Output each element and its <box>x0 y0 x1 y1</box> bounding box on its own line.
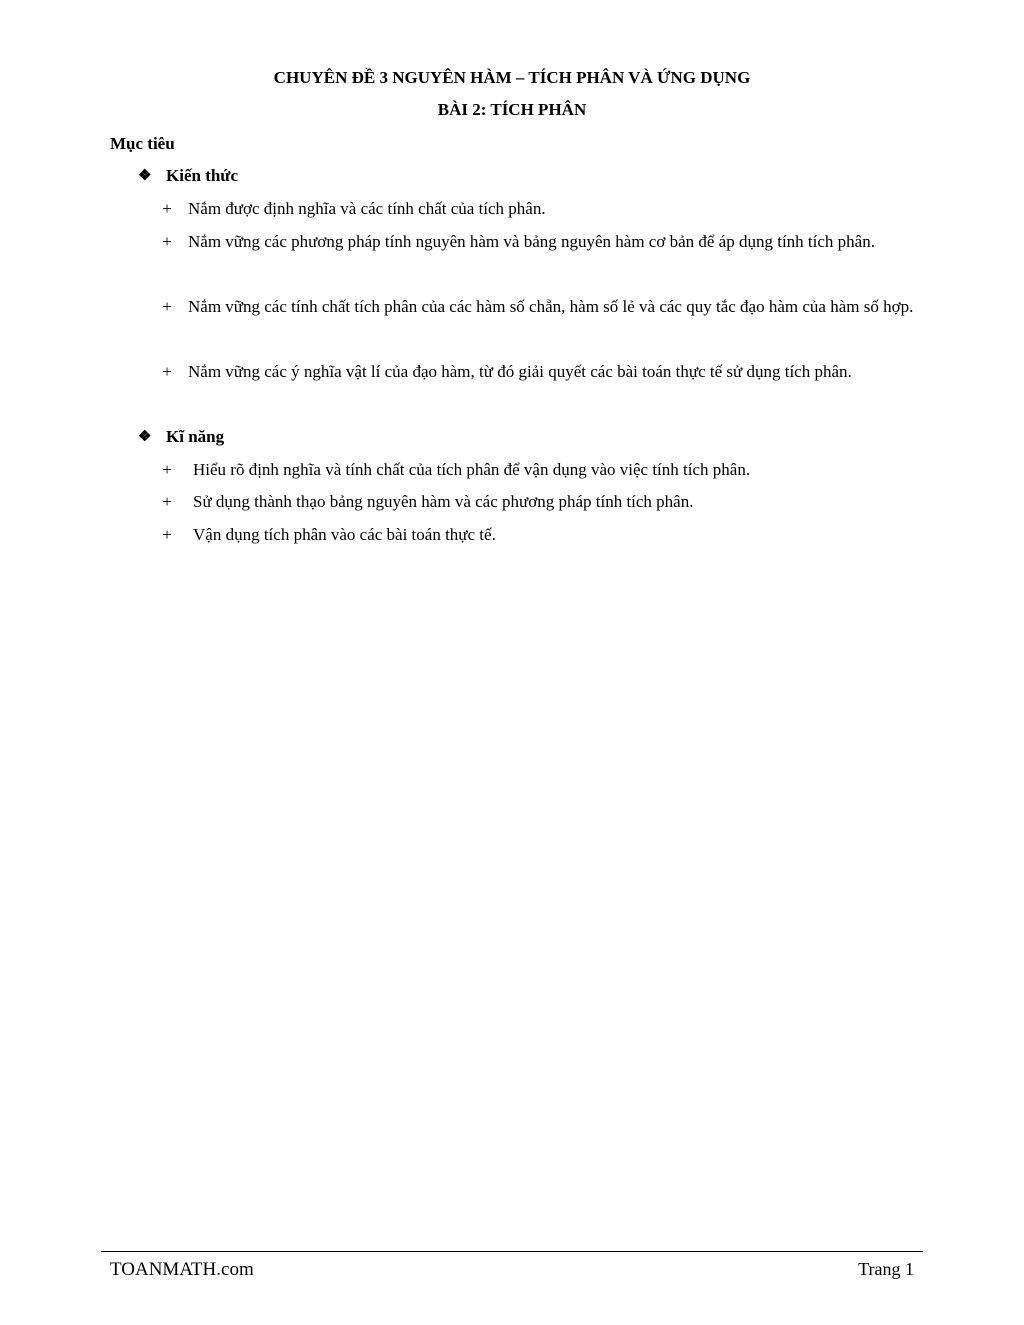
footer-divider <box>101 1251 923 1252</box>
plus-marker-icon: + <box>162 199 172 218</box>
plus-marker-icon: + <box>162 525 172 544</box>
list-item-text: Sử dụng thành thạo bảng nguyên hàm và các phương pháp tính tích phân. <box>193 492 694 511</box>
list-item <box>162 356 914 388</box>
list-item <box>162 519 914 551</box>
objectives-heading: Mục tiêu <box>110 134 175 153</box>
list-item-text: Nắm được định nghĩa và các tính chất của tích phân. <box>188 199 546 218</box>
list-item-text: Nắm vững các ý nghĩa vật lí của đạo hàm, từ đó giải quyết các bài toán thực tế sử dụng tích phân. <box>188 362 852 381</box>
plus-marker-icon: + <box>162 232 172 251</box>
list-item-text: Nắm vững các tính chất tích phân của các hàm số chẵn, hàm số lẻ và các quy tắc đạo hàm của hàm số hợp. <box>188 297 914 316</box>
list-item-text: Vận dụng tích phân vào các bài toán thực tế. <box>193 525 496 544</box>
list-item <box>162 226 914 258</box>
section-heading-skills <box>138 426 224 448</box>
list-item <box>162 454 914 486</box>
list-item <box>162 486 914 518</box>
list-item-text: Hiểu rõ định nghĩa và tính chất của tích phân để vận dụng vào việc tính tích phân. <box>193 460 751 479</box>
lesson-title: BÀI 2: TÍCH PHÂN <box>437 100 587 119</box>
plus-marker-icon: + <box>162 492 172 511</box>
plus-marker-icon: + <box>162 460 172 479</box>
list-item <box>162 291 914 323</box>
diamond-bullet-icon: ❖ <box>138 168 152 184</box>
footer-page-number: Trang 1 <box>858 1259 914 1279</box>
plus-marker-icon: + <box>162 362 172 381</box>
list-item <box>162 193 914 225</box>
chapter-title: CHUYÊN ĐỀ 3 NGUYÊN HÀM – TÍCH PHÂN VÀ ỨNG DỤNG <box>273 68 751 87</box>
section-heading-knowledge <box>138 165 238 187</box>
section-title: Kĩ năng <box>166 427 225 446</box>
diamond-bullet-icon: ❖ <box>138 429 152 445</box>
list-item-text: Nắm vững các phương pháp tính nguyên hàm và bảng nguyên hàm cơ bản để áp dụng tính tích phân. <box>188 232 875 251</box>
section-title: Kiến thức <box>166 166 239 185</box>
plus-marker-icon: + <box>162 297 172 316</box>
footer-site-name: TOANMATH.com <box>110 1259 254 1280</box>
